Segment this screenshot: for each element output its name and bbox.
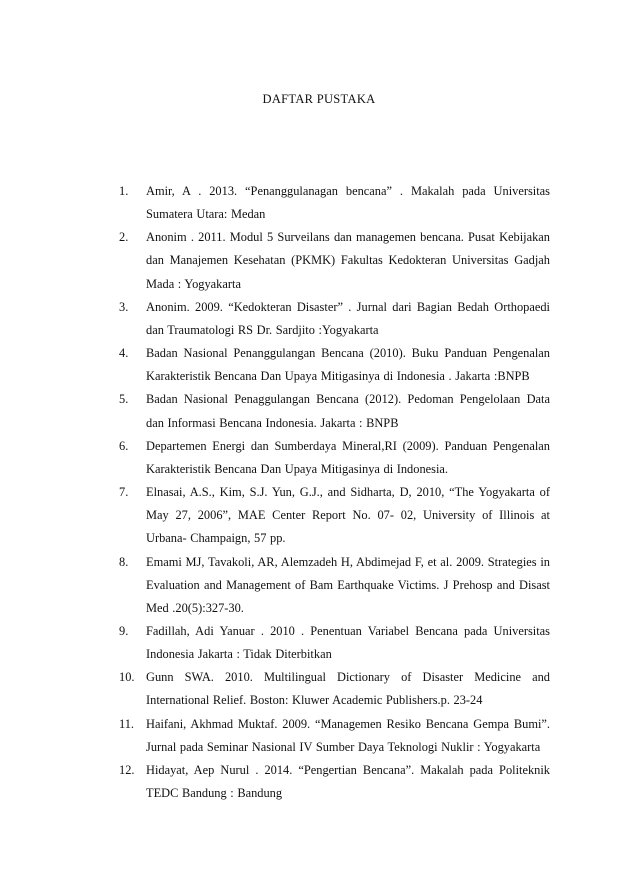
reference-item [119, 342, 550, 388]
page-title: DAFTAR PUSTAKA [262, 92, 376, 106]
reference-number: 8. [119, 554, 129, 569]
reference-text: Badan Nasional Penaggulangan Bencana (2012). Pedoman Pengelolaan Data dan Informasi Bencana Indonesia. Jakarta : BNPB [146, 392, 550, 430]
reference-item [119, 180, 550, 226]
reference-number: 11. [119, 716, 135, 731]
reference-text: Emami MJ, Tavakoli, AR, Alemzadeh H, Abdimejad F, et al. 2009. Strategies in Evaluation and Management of Bam Earthquake Victims. J Prehosp and Disast Med .20(5):327-30. [146, 554, 550, 615]
reference-text: Haifani, Akhmad Muktaf. 2009. “Managemen Resiko Bencana Gempa Bumi”. Jurnal pada Seminar Nasional IV Sumber Daya Teknologi Nuklir : Yogyakarta [146, 716, 550, 754]
reference-number: 2. [119, 230, 129, 245]
reference-text: Gunn SWA. 2010. Multilingual Dictionary of Disaster Medicine and International Relief. Boston: Kluwer Academic Publishers.p. 23-24 [146, 670, 550, 708]
reference-item [119, 388, 550, 434]
reference-item [119, 666, 550, 712]
reference-text: Elnasai, A.S., Kim, S.J. Yun, G.J., and Sidharta, D, 2010, “The Yogyakarta of May 27, 2006”, MAE Center Report No. 07- 02, University of Illinois at Urbana- Champaign, 57 pp. [146, 485, 550, 546]
reference-number: 9. [119, 623, 129, 638]
reference-number: 4. [119, 346, 129, 361]
reference-item [119, 551, 550, 620]
reference-text: Anonim. 2009. “Kedokteran Disaster” . Jurnal dari Bagian Bedah Orthopaedi dan Traumatologi RS Dr. Sardjito :Yogyakarta [146, 299, 550, 337]
reference-text: Badan Nasional Penanggulangan Bencana (2010). Buku Panduan Pengenalan Karakteristik Bencana Dan Upaya Mitigasinya di Indonesia . Jakarta :BNPB [146, 346, 550, 384]
reference-item [119, 759, 550, 805]
reference-number: 6. [119, 438, 129, 453]
reference-text: Anonim . 2011. Modul 5 Surveilans dan managemen bencana. Pusat Kebijakan dan Manajemen Kesehatan (PKMK) Fakultas Kedokteran Universitas Gadjah Mada : Yogyakarta [146, 230, 550, 291]
reference-number: 10. [119, 670, 135, 685]
reference-text: Fadillah, Adi Yanuar . 2010 . Penentuan Variabel Bencana pada Universitas Indonesia Jakarta : Tidak Diterbitkan [146, 623, 550, 662]
reference-item [119, 620, 550, 666]
reference-number: 1. [119, 184, 129, 198]
reference-number: 5. [119, 392, 129, 407]
reference-item [119, 296, 550, 342]
reference-number: 3. [119, 299, 129, 314]
reference-list [119, 180, 550, 805]
reference-number: 7. [119, 485, 129, 500]
reference-item [119, 481, 550, 550]
reference-text: Amir, A . 2013. “Penanggulanagan bencana” . Makalah pada Universitas Sumatera Utara: Medan [146, 184, 550, 222]
reference-number: 12. [119, 762, 135, 777]
reference-text: Hidayat, Aep Nurul . 2014. “Pengertian Bencana”. Makalah pada Politeknik TEDC Bandung : Bandung [146, 762, 550, 801]
reference-item [119, 226, 550, 295]
reference-item [119, 435, 550, 481]
reference-item [119, 713, 550, 759]
reference-text: Departemen Energi dan Sumberdaya Mineral,RI (2009). Panduan Pengenalan Karakteristik Bencana Dan Upaya Mitigasinya di Indonesia. [146, 438, 550, 476]
